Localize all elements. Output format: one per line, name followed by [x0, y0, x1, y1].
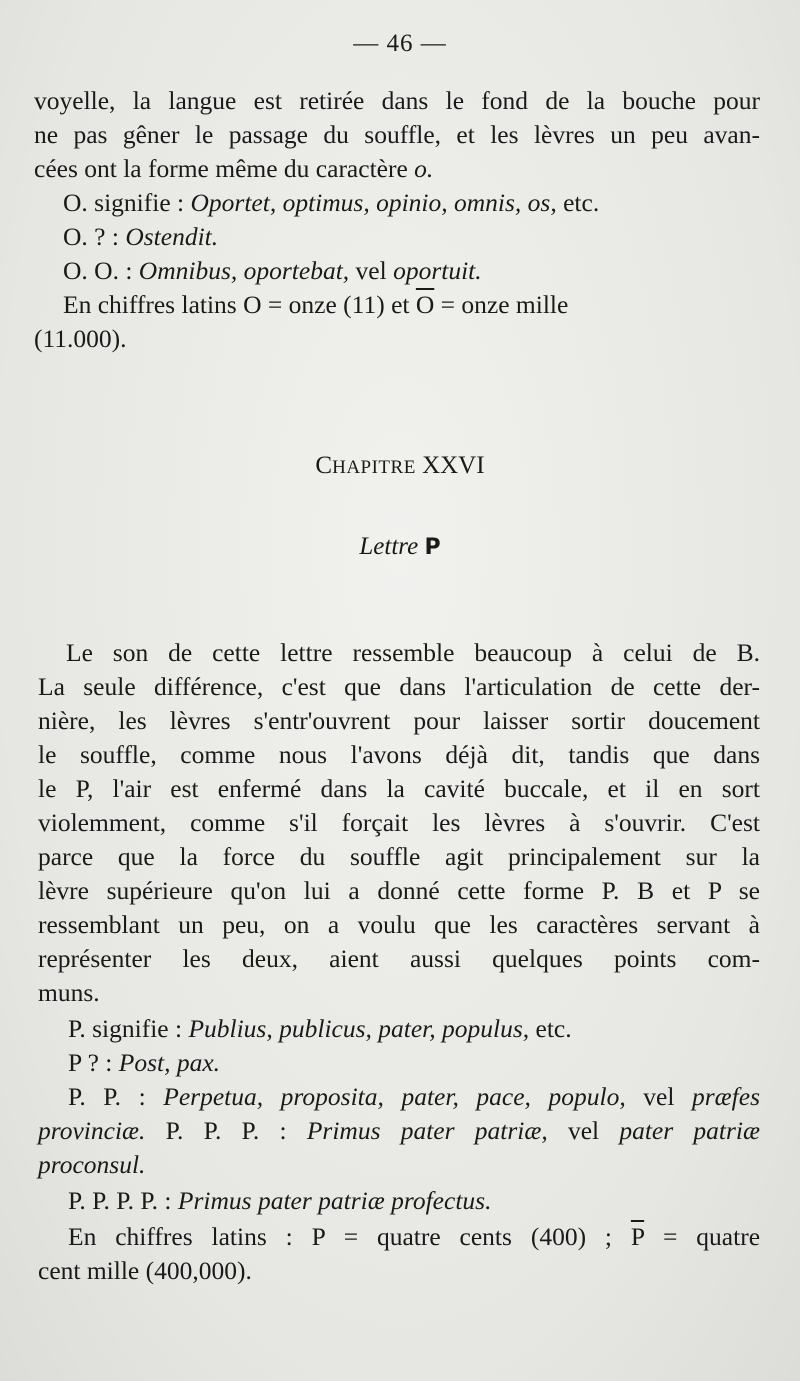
paragraph-line: ressemblant un peu, on a voulu que les caractères servant à	[38, 910, 760, 939]
p-chiffres-cont: cent mille (400,000).	[38, 1256, 252, 1285]
paragraph-line: muns.	[38, 978, 100, 1007]
p-p-line: P. P. : Perpetua, proposita, pater, pace, populo, vel præfes	[68, 1082, 760, 1111]
p-p-p-p-line: P. P. P. P. : Primus pater patriæ profectus.	[68, 1186, 492, 1215]
o-signifie-line: O. signifie : Oportet, optimus, opinio, omnis, os, etc.	[63, 188, 600, 217]
paragraph-line: Le son de cette lettre ressemble beaucoup à celui de B.	[66, 638, 760, 667]
text-line: ne pas gêner le passage du souffle, et les lèvres un peu avan-	[34, 120, 760, 149]
paragraph-line: représenter les deux, aient aussi quelques points com-	[38, 944, 760, 973]
chapter-heading: CHAPITRE XXVI	[315, 452, 485, 479]
p-signifie-line: P. signifie : Publius, publicus, pater, populus, etc.	[68, 1014, 572, 1043]
p-proconsul-line: proconsul.	[38, 1150, 146, 1179]
letter-heading: Lettre P	[359, 533, 441, 560]
o-chiffres-line: En chiffres latins O = onze (11) et $\overline{O}$ = onze mille	[63, 290, 569, 319]
o-chiffres-cont: (11.000).	[34, 324, 127, 353]
paragraph-line: le souffle, comme nous l'avons déjà dit, tandis que dans	[38, 740, 760, 769]
paragraph-line: parce que la force du souffle agit principalement sur la	[38, 842, 760, 871]
paragraph-line: violemment, comme s'il forçait les lèvres à s'ouvrir. C'est	[38, 808, 760, 837]
p-p-p-line: provinciæ. P. P. P. : Primus pater patriæ, vel pater patriæ	[38, 1116, 760, 1145]
text-line: voyelle, la langue est retirée dans le fond de la bouche pour	[34, 86, 760, 115]
o-o-line: O. O. : Omnibus, oportebat, vel oportuit.	[63, 256, 482, 285]
p-chiffres-line: En chiffres latins : P = quatre cents (400) ; $\overline{P}$ = quatre	[68, 1222, 761, 1251]
page-number: — 46 —	[353, 30, 447, 57]
paragraph-line: lèvre supérieure qu'on lui a donné cette forme P. B et P se	[38, 876, 760, 905]
paragraph-line: nière, les lèvres s'entr'ouvrent pour laisser sortir doucement	[38, 706, 760, 735]
text-line: cées ont la forme même du caractère o.	[34, 154, 434, 183]
o-question-line: O. ? : Ostendit.	[63, 222, 219, 251]
paragraph-line: La seule différence, c'est que dans l'articulation de cette der-	[38, 672, 760, 701]
paragraph-line: le P, l'air est enfermé dans la cavité buccale, et il en sort	[38, 774, 760, 803]
p-question-line: P ? : Post, pax.	[68, 1048, 221, 1077]
